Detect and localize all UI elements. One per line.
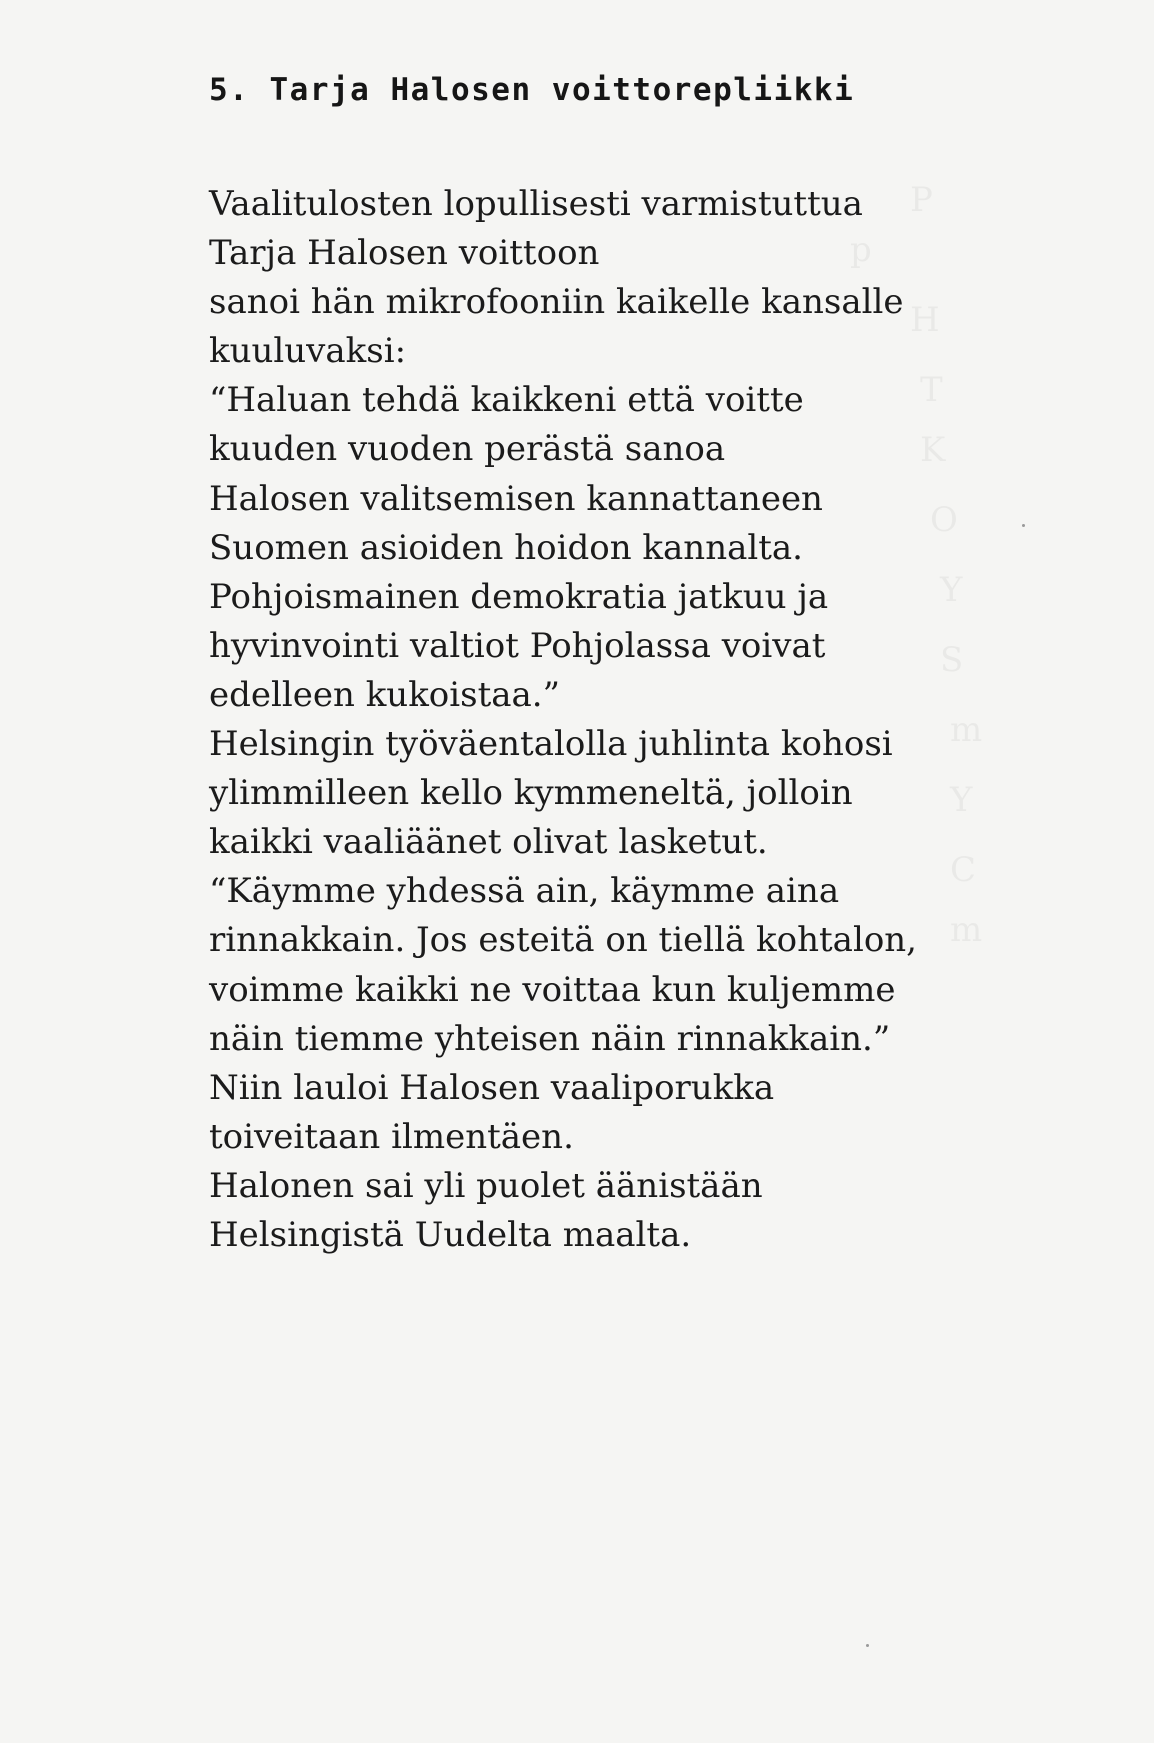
- poem-text: [209, 180, 1069, 1260]
- text-line: sanoi hän mikrofooniin kaikelle kansalle: [209, 282, 904, 323]
- text-line: Tarja Halosen voittoon: [209, 233, 600, 274]
- text-line: hyvinvointi valtiot Pohjolassa voivat: [209, 625, 826, 666]
- text-line: Suomen asioiden hoidon kannalta.: [209, 527, 803, 568]
- text-line: Halonen sai yli puolet äänistään: [209, 1165, 763, 1206]
- paper-speck: [1022, 524, 1025, 527]
- text-line: Niin lauloi Halosen vaaliporukka: [209, 1067, 775, 1108]
- text-line: näin tiemme yhteisen näin rinnakkain.”: [209, 1018, 891, 1059]
- text-line: edelleen kukoistaa.”: [209, 674, 560, 715]
- text-line: toiveitaan ilmentäen.: [209, 1116, 574, 1157]
- text-line: kuuluvaksi:: [209, 331, 407, 372]
- chapter-title: 5. Tarja Halosen voittorepliikki: [209, 72, 855, 108]
- text-line: Halosen valitsemisen kannattaneen: [209, 478, 823, 519]
- paper-speck: [866, 1644, 869, 1647]
- text-line: “Käymme yhdessä ain, käymme aina: [209, 871, 840, 912]
- text-line: Pohjoismainen demokratia jatkuu ja: [209, 576, 829, 617]
- text-line: “Haluan tehdä kaikkeni että voitte: [209, 380, 804, 421]
- text-line: Helsingin työväentalolla juhlinta kohosi: [209, 724, 893, 765]
- text-line: rinnakkain. Jos esteitä on tiellä kohtalon,: [209, 920, 917, 961]
- text-line: voimme kaikki ne voittaa kun kuljemme: [209, 969, 896, 1010]
- text-line: Helsingistä Uudelta maalta.: [209, 1214, 692, 1255]
- text-line: kuuden vuoden perästä sanoa: [209, 429, 726, 470]
- text-line: Vaalitulosten lopullisesti varmistuttua: [209, 184, 863, 224]
- text-line: kaikki vaaliäänet olivat lasketut.: [209, 822, 768, 863]
- text-line: ylimmilleen kello kymmeneltä, jolloin: [209, 773, 853, 814]
